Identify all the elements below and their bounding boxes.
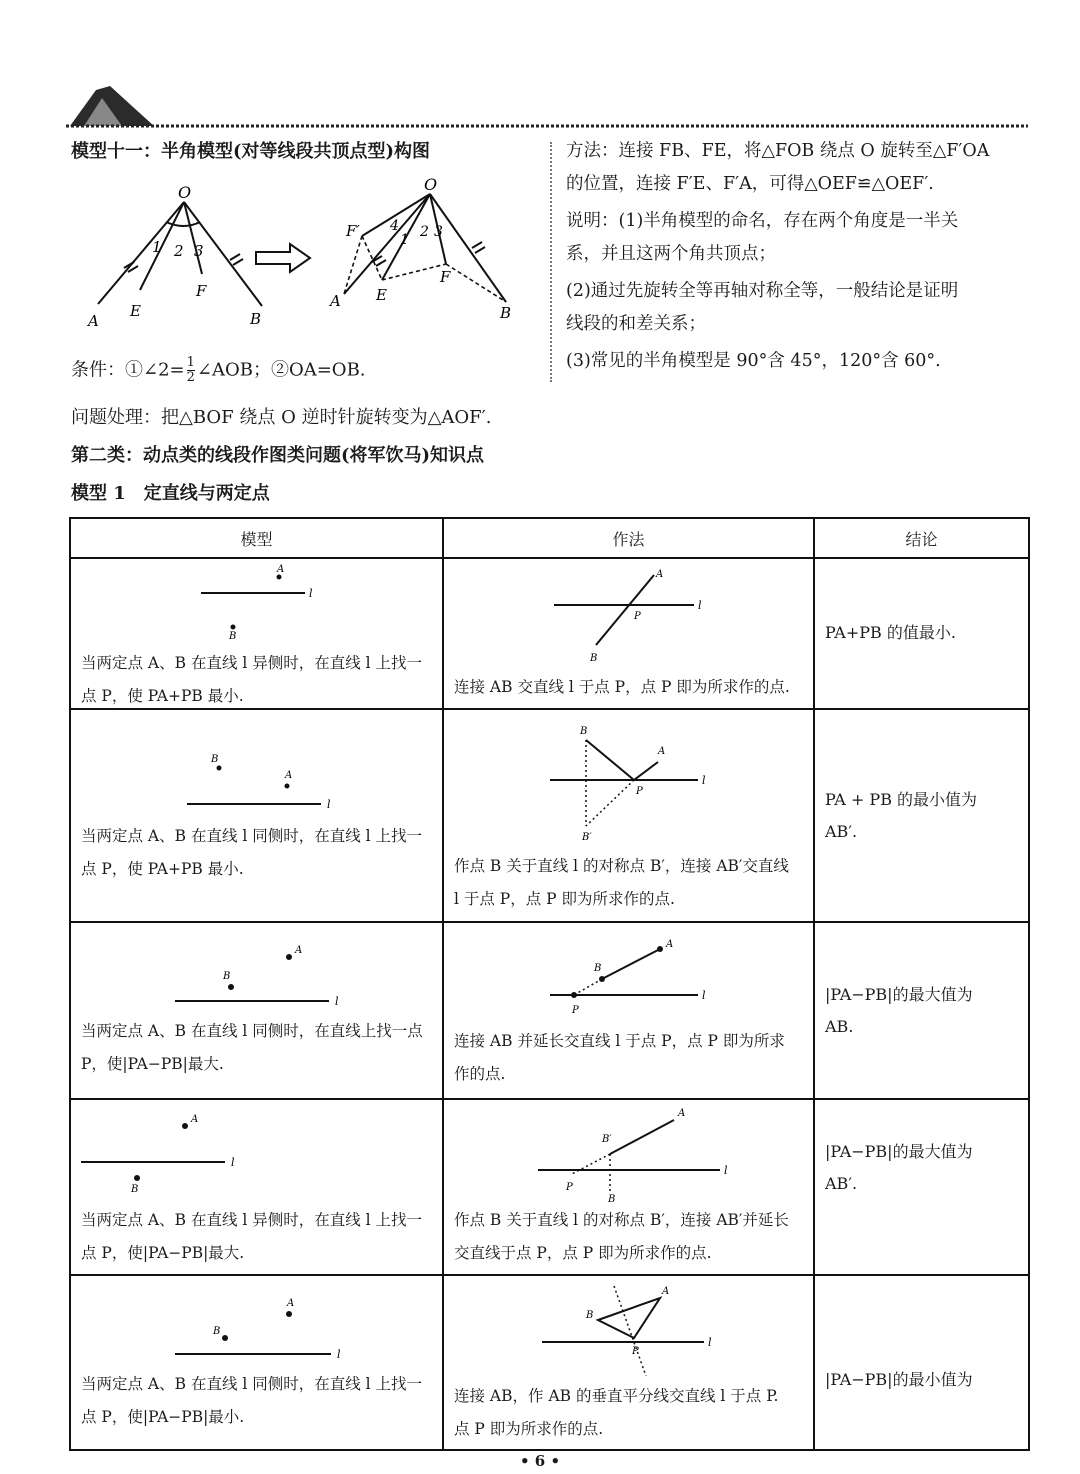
label-A: A — [191, 1114, 199, 1125]
label-A: A — [656, 569, 664, 580]
row4-method-figure — [530, 1104, 740, 1204]
row1-conclusion-line1: PA+PB 的值最小. — [825, 623, 956, 642]
label-Bp: B′ — [582, 832, 592, 843]
row1-model-figure — [181, 563, 341, 643]
label-l: l — [702, 774, 706, 787]
label-B: B — [580, 726, 588, 737]
label-A: A — [678, 1108, 686, 1119]
method-line-2: 的位置，连接 F′E、F′A，可得△OEF≌△OEF′. — [566, 174, 934, 194]
fig2-label-E: E — [376, 286, 387, 304]
label-A: A — [658, 746, 666, 757]
fig2-label-3: 3 — [434, 224, 443, 240]
row4-model-line2: 点 P，使|PA−PB|最大. — [81, 1244, 245, 1262]
row2-model-line1: 当两定点 A、B 在直线 l 同侧时，在直线 l 上找一 — [81, 827, 423, 845]
row2-method-line2: l 于点 P，点 P 即为所求作的点. — [454, 890, 675, 908]
row3-model-line1: 当两定点 A、B 在直线 l 同侧时，在直线上找一点 — [81, 1022, 423, 1040]
header-method: 作法 — [443, 518, 814, 558]
label-P: P — [572, 1005, 579, 1016]
header-conclusion: 结论 — [814, 518, 1029, 558]
row1-method-figure — [544, 569, 744, 669]
fig1-label-E: E — [130, 302, 141, 320]
row2-conclusion-line1: PA + PB 的最小值为 — [825, 790, 978, 809]
row2-method-line1: 作点 B 关于直线 l 的对称点 B′，连接 AB′交直线 — [454, 857, 789, 875]
note-line-1: 说明：(1)半角模型的命名，存在两个角度是一半关 — [566, 211, 959, 231]
condition-suffix: ∠AOB；②OA=OB. — [196, 359, 366, 381]
fig1-label-1: 1 — [152, 238, 162, 256]
fig1-label-F: F — [196, 282, 207, 300]
fig2-label-B: B — [500, 304, 512, 322]
model11-explanation — [566, 135, 1028, 378]
condition-prefix: 条件：①∠2= — [71, 359, 185, 381]
row3-method-line2: 作的点. — [454, 1065, 506, 1083]
fig1-label-2: 2 — [174, 242, 184, 260]
label-P: P — [636, 786, 643, 797]
header-decoration — [62, 82, 1032, 132]
row5-model-figure — [167, 1296, 367, 1366]
note-line-2: 系，并且这两个角共顶点； — [566, 244, 776, 264]
header-model: 模型 — [70, 518, 443, 558]
table-row — [70, 558, 1029, 709]
row4-model-figure — [75, 1108, 325, 1208]
row4-method-line1: 作点 B 关于直线 l 的对称点 B′，连接 AB′并延长 — [454, 1211, 789, 1229]
fraction-denominator: 2 — [186, 370, 195, 385]
model11-title: 模型十一：半角模型(对等线段共顶点型)构图 — [71, 141, 431, 162]
label-l: l — [335, 995, 339, 1008]
label-A: A — [285, 770, 293, 781]
label-A: A — [287, 1298, 295, 1309]
label-P: P — [632, 1346, 639, 1357]
row5-method-figure — [534, 1280, 734, 1380]
model-table — [69, 517, 1030, 1451]
label-B: B — [131, 1184, 139, 1195]
fig1-label-O: O — [178, 183, 192, 202]
label-A: A — [277, 564, 285, 575]
label-A: A — [295, 945, 303, 956]
fig1-label-B: B — [250, 310, 262, 328]
row2-model-line2: 点 P，使 PA+PB 最小. — [81, 860, 244, 878]
row1-method-line1: 连接 AB 交直线 l 于点 P，点 P 即为所求作的点. — [454, 678, 790, 696]
label-B: B — [223, 971, 231, 982]
row1-model-line1: 当两定点 A、B 在直线 l 异侧时，在直线 l 上找一 — [81, 654, 423, 672]
label-l: l — [231, 1156, 235, 1169]
fig2-label-Fp: F′ — [346, 222, 360, 240]
label-B: B — [586, 1310, 594, 1321]
row3-method-line1: 连接 AB 并延长交直线 l 于点 P，点 P 即为所求 — [454, 1032, 785, 1050]
row2-model-figure — [171, 750, 351, 820]
row3-conclusion-line2: AB. — [825, 1017, 854, 1036]
label-B: B — [229, 631, 237, 642]
label-B: B — [211, 754, 219, 765]
row2-method-figure — [540, 718, 740, 848]
label-A: A — [662, 1286, 670, 1297]
model11-condition — [71, 356, 366, 385]
label-Bp: B′ — [602, 1134, 612, 1145]
fig2-label-1: 1 — [400, 232, 409, 248]
table-row — [70, 1275, 1029, 1450]
label-P: P — [634, 611, 641, 622]
label-l: l — [309, 587, 313, 600]
table-header-row — [70, 518, 1029, 558]
row5-method-line2: 点 P 即为所求作的点. — [454, 1420, 604, 1438]
row3-conclusion-line1: |PA−PB|的最大值为 — [825, 985, 973, 1004]
label-l: l — [327, 798, 331, 811]
fraction-numerator: 1 — [186, 355, 195, 370]
half-angle-figure — [80, 178, 530, 338]
column-divider — [550, 142, 553, 382]
method-line-1: 方法：连接 FB、FE，将△FOB 绕点 O 旋转至△F′OA — [566, 141, 990, 161]
row2-conclusion-line2: AB′. — [825, 822, 858, 841]
table-row — [70, 709, 1029, 922]
row3-model-figure — [161, 943, 361, 1013]
fig2-label-A: A — [330, 292, 341, 310]
page-number: • 6 • — [519, 1452, 561, 1470]
transform-arrow-icon — [256, 244, 310, 272]
row4-model-line1: 当两定点 A、B 在直线 l 异侧时，在直线 l 上找一 — [81, 1211, 423, 1229]
label-l: l — [698, 599, 702, 612]
fig2-label-2: 2 — [420, 224, 429, 240]
label-B: B — [608, 1194, 616, 1204]
fig1-label-A: A — [88, 312, 99, 330]
table-row — [70, 922, 1029, 1099]
fig2-label-4: 4 — [390, 218, 399, 234]
processing-text: 问题处理：把△BOF 绕点 O 逆时针旋转变为△AOF′. — [71, 407, 492, 428]
row5-method-line1: 连接 AB，作 AB 的垂直平分线交直线 l 于点 P. — [454, 1387, 779, 1405]
row4-method-line2: 交直线于点 P，点 P 即为所求作的点. — [454, 1244, 712, 1262]
row3-model-line2: P，使|PA−PB|最大. — [81, 1055, 224, 1073]
fig1-label-3: 3 — [194, 242, 204, 260]
row3-method-figure — [540, 937, 740, 1023]
label-A: A — [666, 939, 674, 950]
fig2-label-O: O — [424, 178, 438, 194]
note-line-4: 线段的和差关系； — [566, 314, 706, 334]
row5-model-line1: 当两定点 A、B 在直线 l 同侧时，在直线 l 上找一 — [81, 1375, 423, 1393]
label-l: l — [702, 989, 706, 1002]
label-P: P — [566, 1182, 573, 1193]
row5-conclusion-line1: |PA−PB|的最小值为 — [825, 1370, 973, 1389]
fig2-label-F: F — [440, 268, 451, 286]
row4-conclusion-line1: |PA−PB|的最大值为 — [825, 1142, 973, 1161]
label-l: l — [708, 1336, 712, 1349]
note-line-5: (3)常见的半角模型是 90°含 45°，120°含 60°. — [566, 351, 941, 371]
note-line-3: (2)通过先旋转全等再轴对称全等，一般结论是证明 — [566, 281, 959, 301]
table-row — [70, 1099, 1029, 1275]
label-B: B — [213, 1326, 221, 1337]
model1-title: 模型 1 定直线与两定点 — [71, 483, 270, 504]
label-l: l — [724, 1164, 728, 1177]
row1-model-line2: 点 P，使 PA+PB 最小. — [81, 687, 244, 705]
section2-title: 第二类：动点类的线段作图类问题(将军饮马)知识点 — [71, 445, 485, 466]
row5-model-line2: 点 P，使|PA−PB|最小. — [81, 1408, 245, 1426]
label-l: l — [337, 1348, 341, 1361]
label-B: B — [594, 963, 602, 974]
label-B: B — [590, 653, 598, 664]
row4-conclusion-line2: AB′. — [825, 1174, 858, 1193]
